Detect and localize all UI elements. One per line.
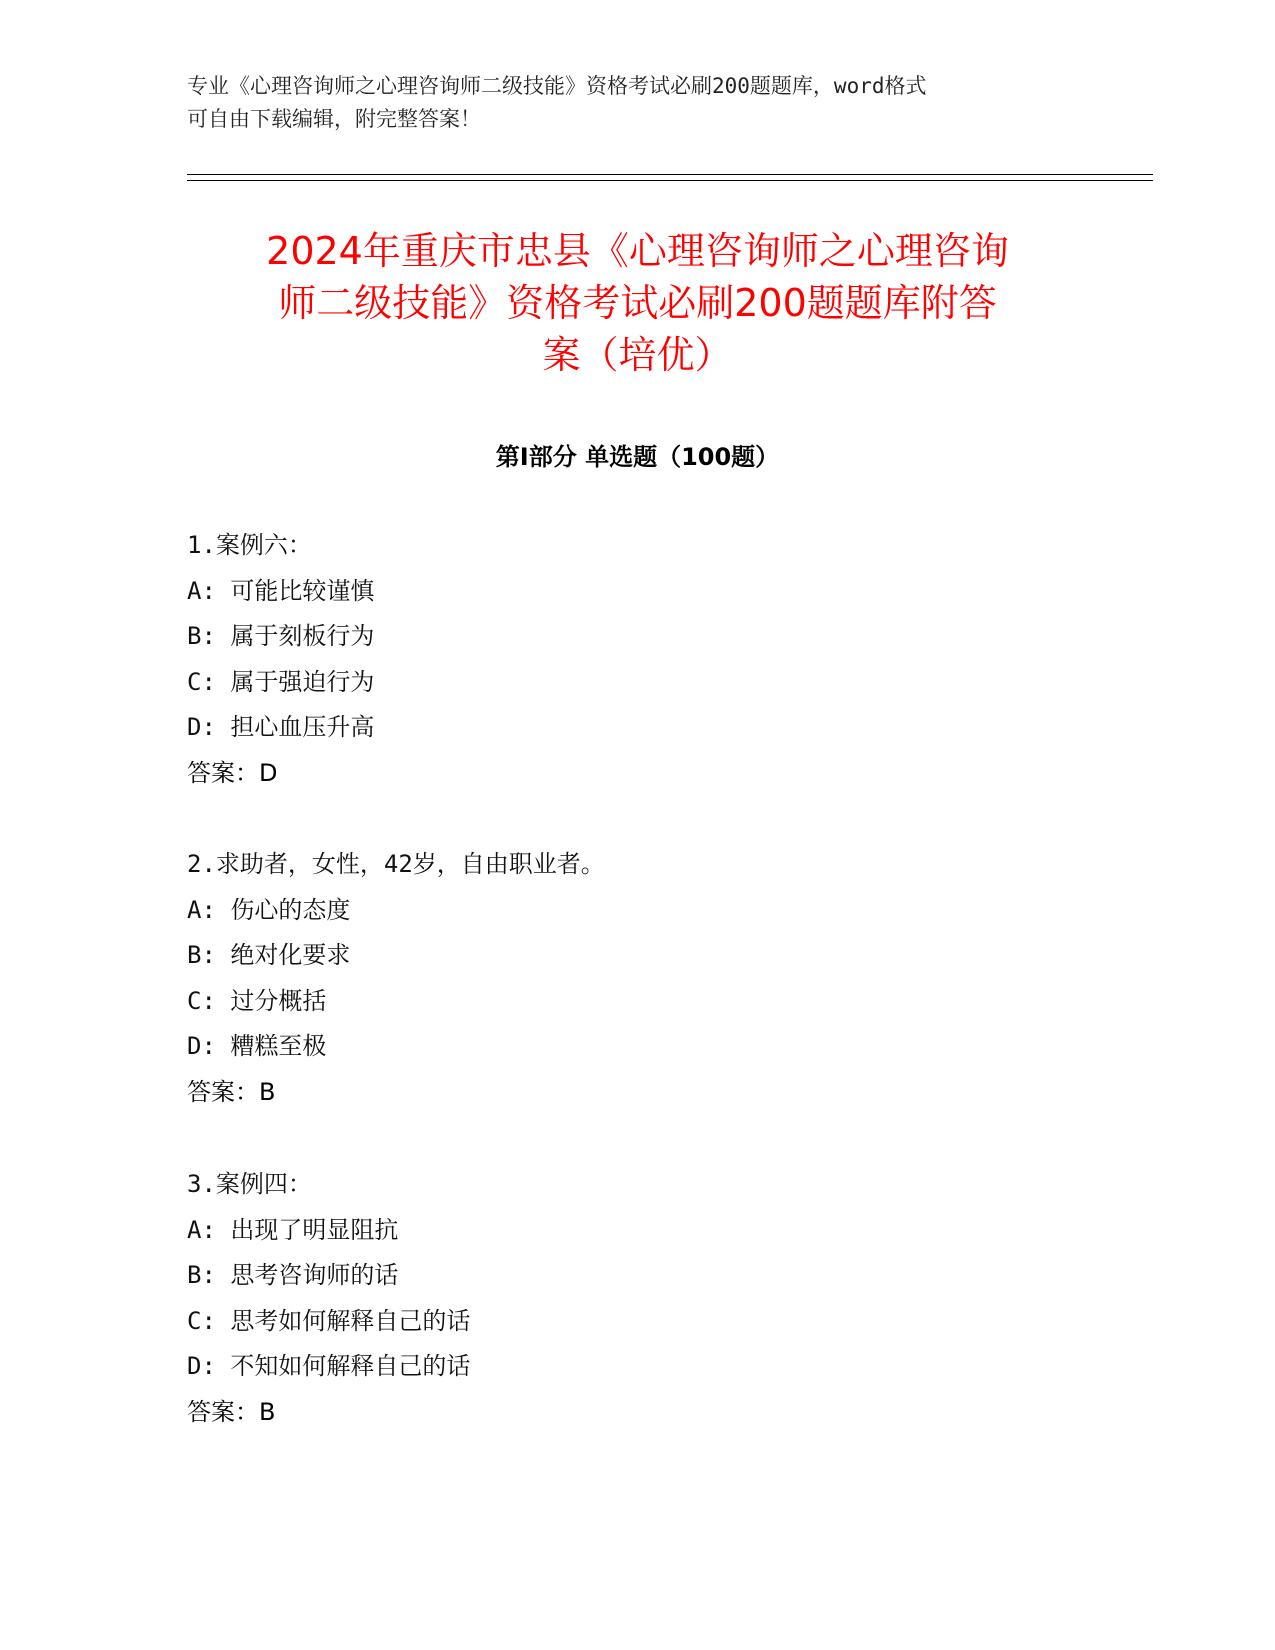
header-note [187,70,1067,136]
section-heading: 第I部分 单选题（100题） [495,443,780,471]
answer: 答案：B [187,1077,276,1106]
answer: 答案：B [187,1397,276,1426]
document-title-line-1: 2024年重庆市忠县《心理咨询师之心理咨询 [266,229,1009,273]
question-1 [187,523,1087,796]
option-d: D: 担心血压升高 [187,713,375,741]
header-note-line-1: 专业《心理咨询师之心理咨询师二级技能》资格考试必刷200题题库，word格式 [187,74,927,98]
option-a: A: 伤心的态度 [187,895,351,924]
option-b: B: 思考咨询师的话 [187,1261,399,1289]
document-title-line-3: 案（培优） [542,333,733,377]
question-3 [187,1162,1087,1435]
document-title [150,225,1125,381]
option-c: C: 过分概括 [187,986,327,1015]
question-stem: 1.案例六： [187,531,312,559]
option-d: D: 不知如何解释自己的话 [187,1352,471,1380]
option-a: A: 出现了明显阻抗 [187,1215,399,1244]
question-stem: 3.案例四： [187,1170,312,1198]
option-c: C: 属于强迫行为 [187,667,375,696]
question-2 [187,842,1087,1115]
answer: 答案：D [187,758,278,787]
option-b: B: 绝对化要求 [187,941,351,969]
header-divider-top [187,174,1153,175]
option-c: C: 思考如何解释自己的话 [187,1306,471,1335]
header-note-line-2: 可自由下载编辑，附完整答案！ [187,107,481,131]
option-d: D: 糟糕至极 [187,1032,327,1060]
document-title-line-2: 师二级技能》资格考试必刷200题题库附答 [278,281,997,325]
question-stem: 2.求助者，女性，42岁，自由职业者。 [187,850,605,878]
option-b: B: 属于刻板行为 [187,622,375,650]
header-divider-bottom [187,180,1153,181]
option-a: A: 可能比较谨慎 [187,576,375,605]
